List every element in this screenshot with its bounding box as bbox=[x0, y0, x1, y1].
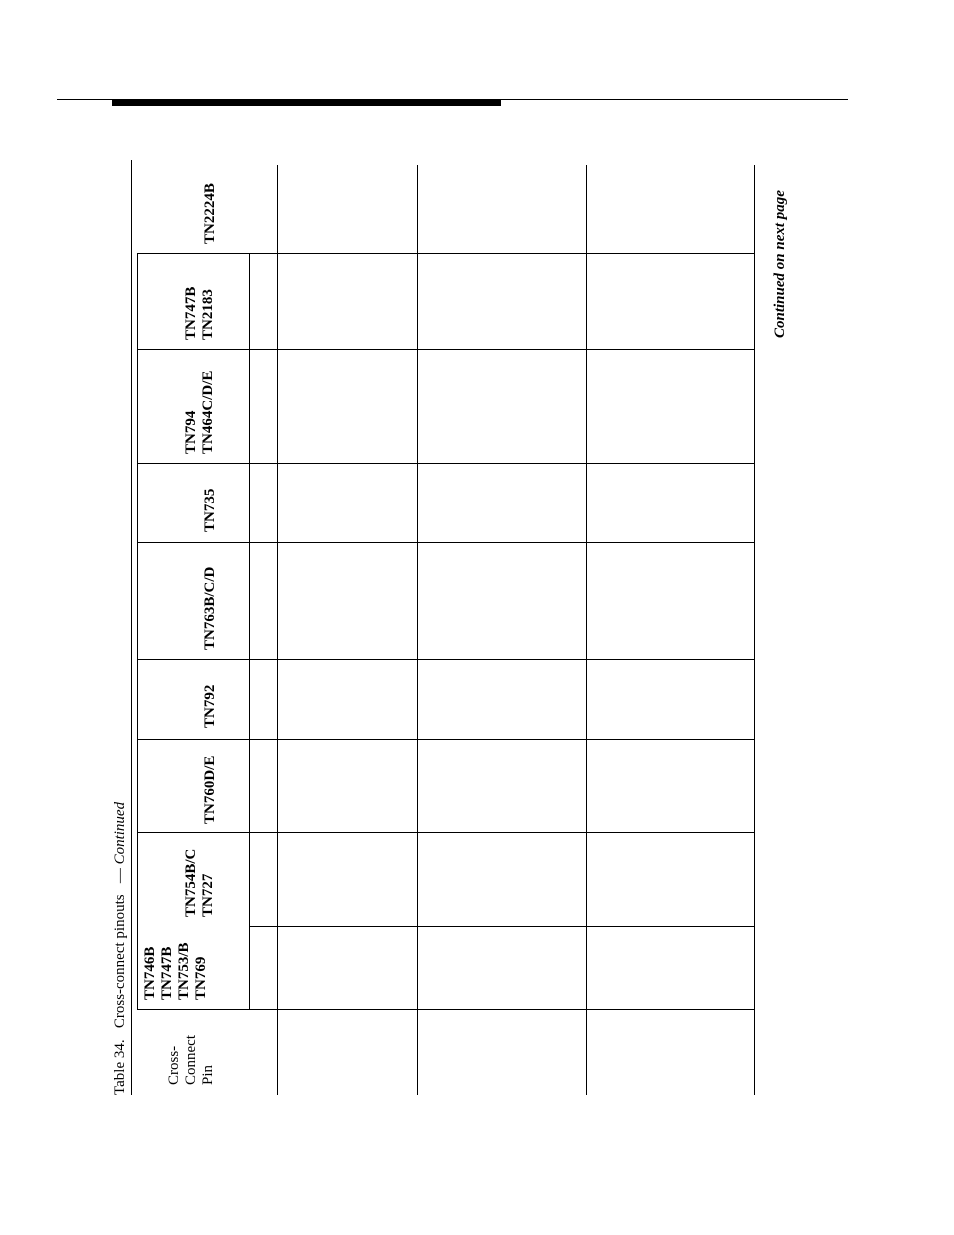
continued-next-page: Continued on next page bbox=[772, 190, 788, 338]
header-col-1: TN746B TN747B TN753/B TN769 bbox=[142, 942, 209, 1000]
col-sep-8 bbox=[137, 253, 754, 254]
col-sep-5 bbox=[137, 542, 754, 543]
col-sep-4 bbox=[137, 659, 754, 660]
header-col-4: TN792 bbox=[202, 684, 218, 728]
col-sep-1 bbox=[249, 926, 754, 927]
col-sep-2 bbox=[137, 832, 754, 833]
body-column-line-3 bbox=[586, 165, 587, 1095]
header-col-2: TN754B/C TN727 bbox=[183, 848, 216, 917]
col-sep-pin bbox=[137, 1009, 754, 1010]
header-col-9: TN2224B bbox=[202, 183, 218, 244]
header-separator bbox=[137, 253, 138, 1010]
col-sep-6 bbox=[137, 463, 754, 464]
body-column-line-4 bbox=[754, 165, 755, 1095]
caption-title: Cross-connect pinouts bbox=[112, 894, 128, 1029]
body-column-line-1 bbox=[277, 165, 278, 1095]
body-column-line-2 bbox=[417, 165, 418, 1095]
header-col-8: TN747B TN2183 bbox=[183, 286, 216, 340]
header-col-5: TN763B/C/D bbox=[202, 566, 218, 650]
caption-continued: Continued bbox=[112, 801, 128, 865]
header-col-3: TN760D/E bbox=[202, 755, 218, 824]
header-rule-thick bbox=[112, 99, 501, 106]
table-left-border bbox=[131, 160, 132, 1095]
header-col-7: TN794 TN464C/D/E bbox=[183, 370, 216, 454]
header-rule-thin bbox=[57, 99, 848, 100]
header-col-6: TN735 bbox=[202, 488, 218, 532]
header-cross-connect-pin: Cross- Connect Pin bbox=[166, 1035, 216, 1085]
col-sep-7 bbox=[137, 349, 754, 350]
caption-label: Table 34. bbox=[112, 1039, 128, 1095]
table-caption bbox=[112, 802, 129, 1095]
caption-dash: — bbox=[112, 868, 128, 884]
col-sep-3 bbox=[137, 739, 754, 740]
subheader-separator bbox=[249, 253, 250, 1010]
